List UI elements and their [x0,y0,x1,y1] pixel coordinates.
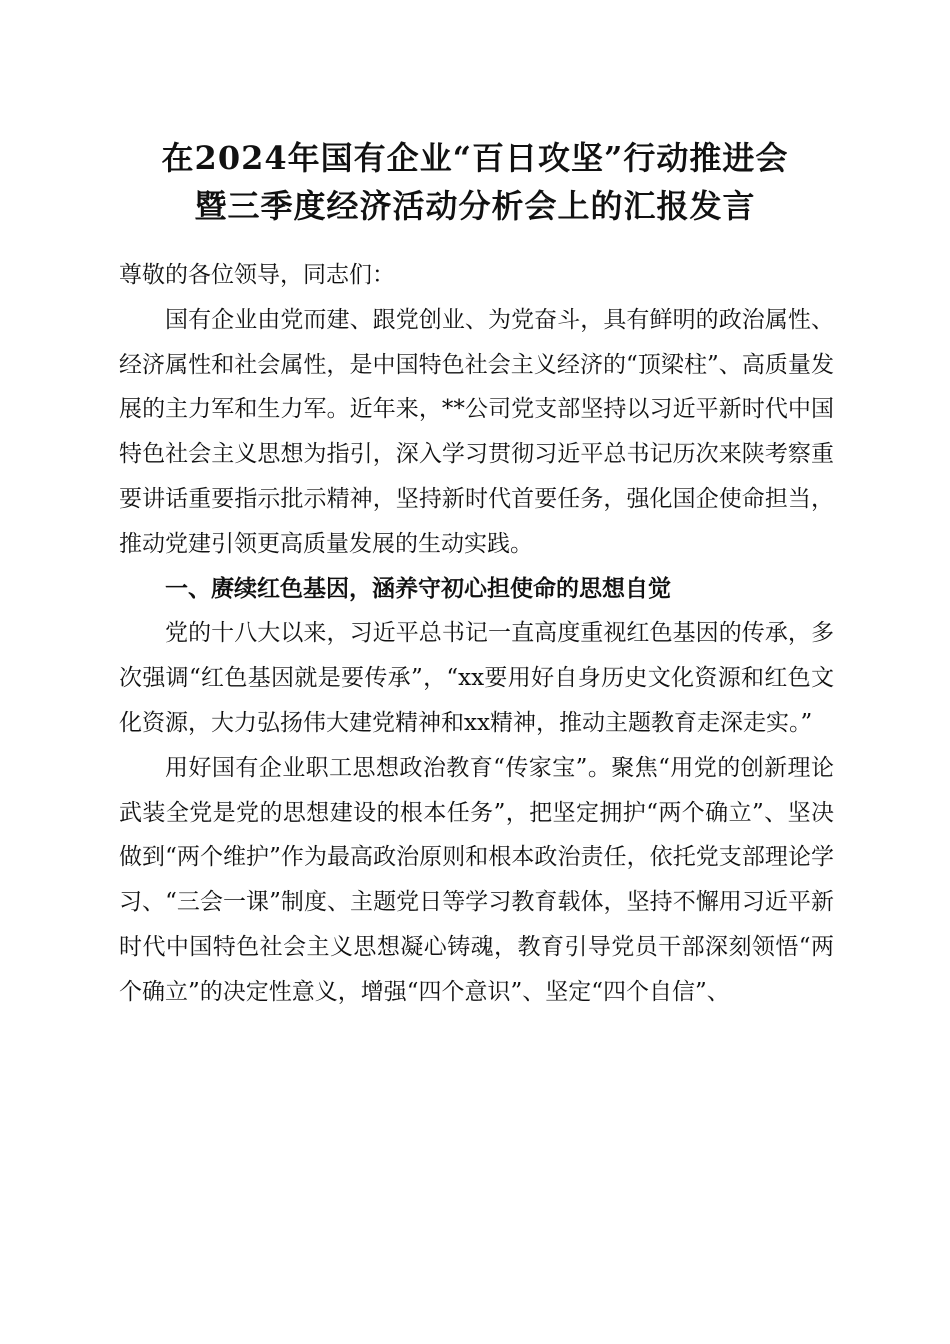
section-1-paragraph-2: 用好国有企业职工思想政治教育“传家宝”。聚焦“用党的创新理论武装全党是党的思想建设的根本任务”，把坚定拥护“两个确立”、坚决做到“两个维护”作为最高政治原则和根本政治责任，依托党支部理论学习、“三会一课”制度、主题党日等学习教育载体，坚持不懈用习近平新时代中国特色社会主义思想凝心铸魂，教育引导党员干部深刻领悟“两个确立”的决定性意义，增强“四个意识”、坚定“四个自信”、 [119,754,834,1005]
salutation: 尊敬的各位领导，同志们： [119,262,395,288]
intro-paragraph: 国有企业由党而建、跟党创业、为党奋斗，具有鲜明的政治属性、经济属性和社会属性，是中国特色社会主义经济的“顶梁柱”、高质量发展的主力军和生力军。近年来，**公司党支部坚持以习近平新时代中国特色社会主义思想为指引，深入学习贯彻习近平总书记历次来陕考察重要讲话重要指示批示精神，坚持新时代首要任务，强化国企使命担当，推动党建引领更高质量发展的生动实践。 [119,306,834,557]
document-title [100,134,850,230]
section-1-paragraph-1: 党的十八大以来，习近平总书记一直高度重视红色基因的传承，多次强调“红色基因就是要传承”，“xx要用好自身历史文化资源和红色文化资源，大力弘扬伟大建党精神和xx精神，推动主题教育走深走实。” [119,620,834,736]
document-body [119,253,834,1015]
section-heading-1: 一、赓续红色基因，涵养守初心担使命的思想自觉 [165,575,671,602]
title-line-1: 在2024年国有企业“百日攻坚”行动推进会 [161,139,789,177]
title-line-2: 暨三季度经济活动分析会上的汇报发言 [194,187,756,225]
